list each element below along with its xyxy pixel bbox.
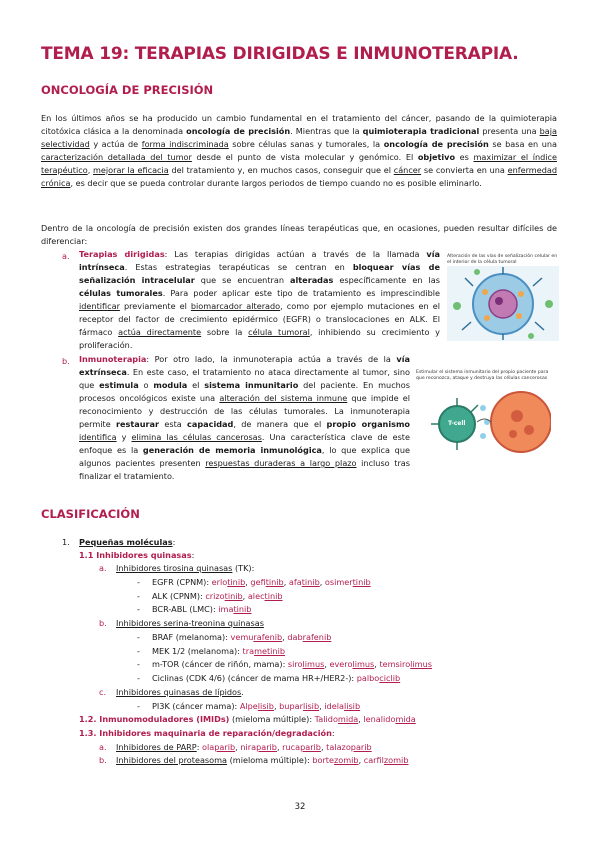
class-1-heading: Pequeñas moléculas: <box>79 537 176 547</box>
class-1-1-b-heading: Inhibidores serina-treonina quinasas <box>116 618 264 628</box>
item-a-marker: a. <box>62 251 70 261</box>
class-1-marker: 1. <box>62 537 70 547</box>
figure-1-caption: Alteración de las vías de señalización celular en el interior de la célula tumoral <box>447 254 558 265</box>
item-b-paragraph: Inmunoterapia: Por otro lado, la inmunoterapia actúa a través de la vía extrínseca. En este caso, el tratamiento no ataca directamente al tumor, sino que estimula o modula el sistema inmunitario del paciente. En muchos procesos oncológicos existe una alteración del sistema inmune que impide el reconocimiento y destrucción de las células tumorales. La inmunoterapia permite restaurar esta capacidad, de manera que el propio organismo identifica y elimina las células cancerosas. Una característica clave de este enfoque es la generación de memoria inmunológica, lo que explica que algunos pacientes presenten respuestas duraderas a largo plazo incluso tras finalizar el tratamiento. <box>79 354 411 481</box>
mtor-line: m-TOR (cáncer de riñón, mama): sirolimus, everolimus, temsirolimus <box>152 659 432 669</box>
parp-line: Inhibidores de PARP: olaparib, niraparib, rucaparib, talazoparib <box>116 742 372 752</box>
section-heading-classification: CLASIFICACIÓN <box>41 507 140 521</box>
class-1-1-c-marker: c. <box>99 687 107 697</box>
mek-line: MEK 1/2 (melanoma): trametinib <box>152 646 285 656</box>
section-heading-precision: ONCOLOGÍA DE PRECISIÓN <box>41 83 214 97</box>
egfr-dash: - <box>137 577 140 587</box>
bcr-abl-line: BCR-ABL (LMC): imatinib <box>152 604 252 614</box>
page-title: TEMA 19: TERAPIAS DIRIGIDAS E INMUNOTERAPIA. <box>41 44 519 64</box>
item-b-marker: b. <box>62 356 70 366</box>
class-1-1-heading: 1.1 Inhibidores quinasas: <box>79 550 195 560</box>
class-1-1-c-heading: Inhibidores quinasas de lípidos. <box>116 687 244 697</box>
mtor-dash: - <box>137 659 140 669</box>
cdk-line: Ciclinas (CDK 4/6) (cáncer de mama HR+/HER2-): palbociclib <box>152 673 401 683</box>
egfr-line: EGFR (CPNM): erlotinib, gefitinib, afatinib, osimertinib <box>152 577 371 587</box>
page-number: 32 <box>294 802 306 812</box>
intro2-paragraph: Dentro de la oncología de precisión existen dos grandes líneas terapéuticas que, en ocasiones, pueden resultar difíciles de diferenciar: <box>41 223 557 246</box>
pi3k-dash: - <box>137 701 140 711</box>
mek-dash: - <box>137 646 140 656</box>
tumor-cell-figure <box>447 266 559 341</box>
class-1-3-heading: 1.3. Inhibidores maquinaria de reparación/degradación: <box>79 728 335 738</box>
intro-paragraph: En los últimos años se ha producido un cambio fundamental en el tratamiento del cáncer, pasando de la quimioterapia citotóxica clásica a la denominada oncología de precisión. Mientras que la quimioterapia tradicional presenta una baja selectividad y actúa de forma indiscriminada sobre células sanas y tumorales, la oncología de precisión se basa en una caracterización detallada del tumor desde el punto de vista molecular y genómico. El objetivo es maximizar el índice terapéutico, mejorar la eficacia del tratamiento y, en muchos casos, conseguir que el cáncer se convierta en una enfermedad crónica, es decir que se pueda controlar durante largos periodos de tiempo cuando no es posible eliminarlo. <box>41 113 557 188</box>
class-1-3-a-marker: a. <box>99 742 107 752</box>
class-1-1-b-marker: b. <box>99 618 107 628</box>
class-1-1-a-marker: a. <box>99 563 107 573</box>
alk-line: ALK (CPNM): crizotinib, alectinib <box>152 591 283 601</box>
t-cell-label: T-cell <box>448 420 466 427</box>
bcr-dash: - <box>137 604 140 614</box>
alk-dash: - <box>137 591 140 601</box>
cdk-dash: - <box>137 673 140 683</box>
braf-dash: - <box>137 632 140 642</box>
figure-2-caption: Estimular el sistema inmunitario del propio paciente para que reconozca, ataque y destruya las células cancerosas <box>416 370 549 381</box>
class-1-3-b-marker: b. <box>99 755 107 765</box>
pi3k-line: PI3K (cáncer mama): Alpelisib, buparlisib, idelalisib <box>152 701 361 711</box>
immunotherapy-figure <box>421 386 551 460</box>
proteasome-line: Inhibidores del proteasoma (mieloma múltiple): bortezomib, carfilzomib <box>116 755 409 765</box>
class-1-1-a-heading: Inhibidores tirosina quinasas (TK): <box>116 563 255 573</box>
class-1-2-line: 1.2. Inmunomoduladores (IMIDs) (mieloma múltiple): Talidomida, lenalidomida <box>79 714 416 724</box>
braf-line: BRAF (melanoma): vemurafenib, dabrafenib <box>152 632 332 642</box>
item-a-paragraph: Terapias dirigidas: Las terapias dirigidas actúan a través de la llamada vía intrínseca. Estas estrategias terapéuticas se centran en bloquear vías de señalización intracelular que se encuentran alteradas específicamente en las células tumorales. Para poder aplicar este tipo de tratamiento es imprescindible identificar previamente el biomarcador alterado, como por ejemplo mutaciones en el receptor del factor de crecimiento epidérmico (EGFR) o translocaciones en ALK. El fármaco actúa directamente sobre la célula tumoral, inhibiendo su crecimiento y proliferación. <box>79 249 440 350</box>
